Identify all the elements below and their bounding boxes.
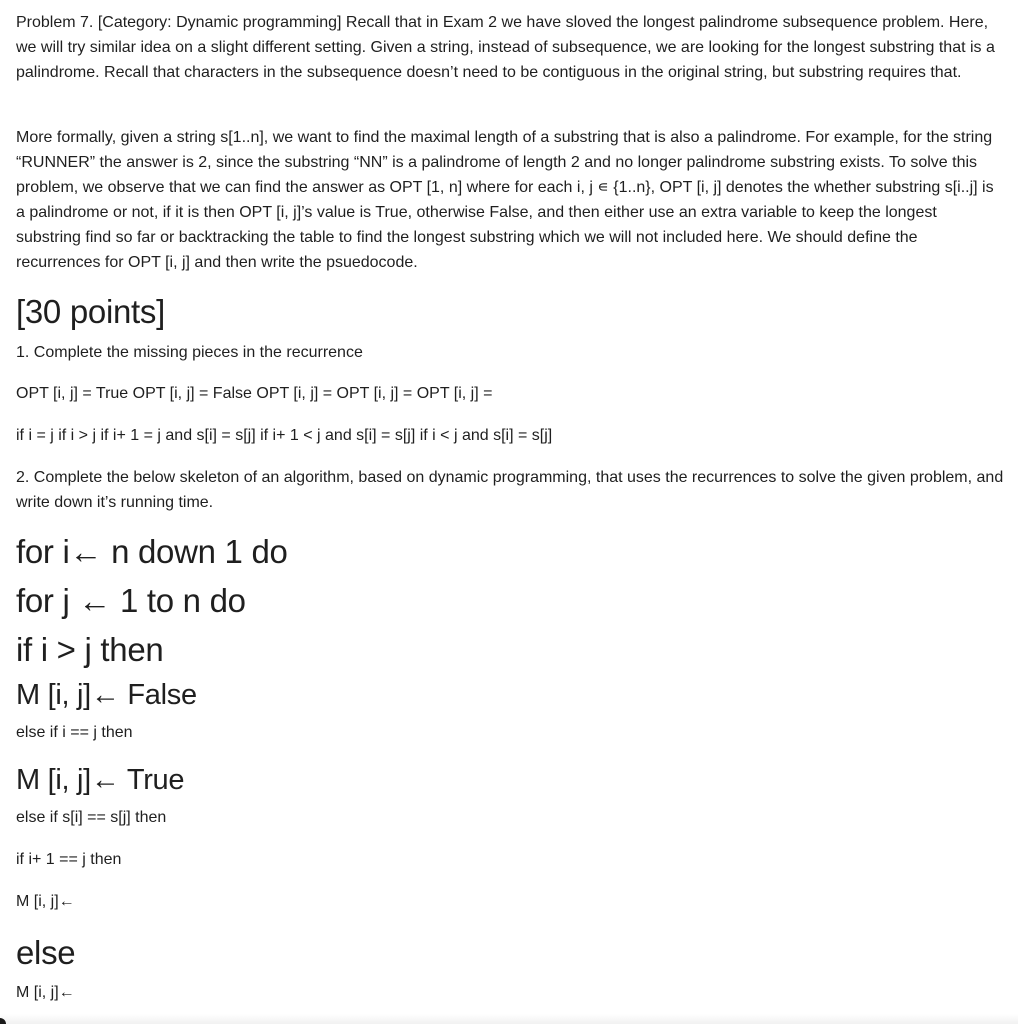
code-line-assign-false: M [i, j]← False: [16, 679, 197, 711]
code-line-if-adjacent: if i+ 1 == j then: [16, 851, 122, 868]
code-line-if-i-greater-j: if i > j then: [16, 631, 164, 668]
code-line-inner-loop: for j ← 1 to n do: [16, 582, 246, 619]
problem-formal-definition: More formally, given a string s[1..n], we want to find the maximal length of a substring that is also a palindrome. For example, for the string “RUNNER” the answer is 2, since the substring “NN” is a palindrome of length 2 and no longer palindrome substring exists. To solve this problem, we observe that we can find the answer as OPT [1, n] where for each i, j ∊ {1..n}, OPT [i, j] denotes the whether substring s[i..j] is a palindrome or not, if it is then OPT [i, j]’s value is True, otherwise False, and then either use an extra variable to keep the longest substring find so far or backtracking the table to find the longest substring which we will not included here. We should define the recurrences for OPT [i, j] and then write the psuedocode.: [16, 129, 994, 271]
points-heading: [30 points]: [16, 293, 165, 330]
recurrence-conditions: if i = j if i > j if i+ 1 = j and s[i] = s[j] if i+ 1 < j and s[i] = s[j] if i < j and s[i] = s[j]: [16, 427, 553, 444]
part1-instruction: 1. Complete the missing pieces in the recurrence: [16, 344, 363, 361]
code-line-assign-blank-1: M [i, j]←: [16, 893, 75, 910]
code-line-assign-true: M [i, j]← True: [16, 764, 185, 796]
problem-intro: Problem 7. [Category: Dynamic programming] Recall that in Exam 2 we have sloved the longest palindrome subsequence problem. Here, we will try similar idea on a slight different setting. Given a string, instead of subsequence, we are looking for the longest substring that is a palindrome. Recall that characters in the subsequence doesn’t need to be contiguous in the original string, but substring requires that.: [16, 14, 995, 81]
code-line-else: else: [16, 934, 76, 971]
code-line-else-if-chars-match: else if s[i] == s[j] then: [16, 809, 167, 826]
bottom-edge: [0, 1014, 1018, 1024]
code-line-outer-loop: for i← n down 1 do: [16, 533, 288, 570]
part2-instruction: 2. Complete the below skeleton of an algorithm, based on dynamic programming, that uses the recurrences to solve the given problem, and write down it’s running time.: [16, 469, 1004, 511]
recurrence-lhs: OPT [i, j] = True OPT [i, j] = False OPT [i, j] = OPT [i, j] = OPT [i, j] =: [16, 385, 493, 402]
code-line-assign-blank-2: M [i, j]←: [16, 984, 75, 1001]
code-line-else-if-equal: else if i == j then: [16, 724, 133, 741]
